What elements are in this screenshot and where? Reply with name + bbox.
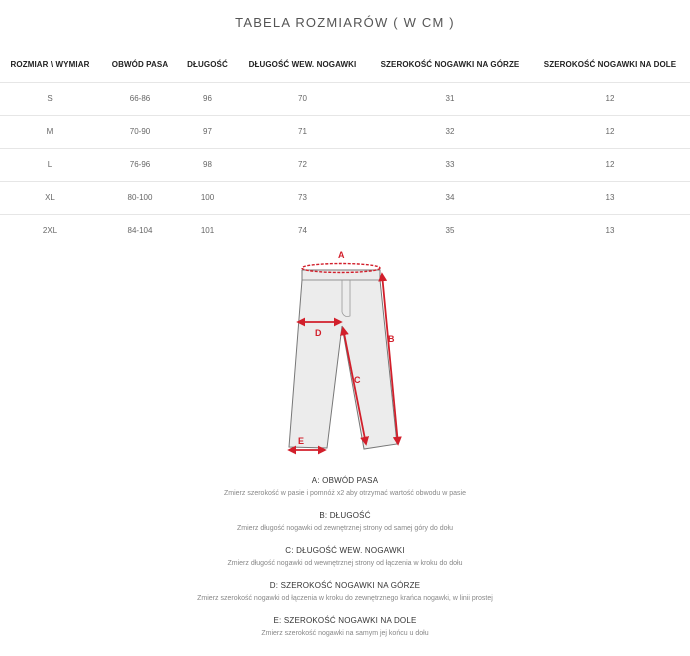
column-header-inseam: DŁUGOŚĆ WEW. NOGAWKI xyxy=(248,60,357,70)
legend-item-b xyxy=(0,509,690,544)
legend-title: D: SZEROKOŚĆ NOGAWKI NA GÓRZE xyxy=(269,581,421,590)
legend-description: Zmierz szerokość nogawki od łączenia w kroku do zewnętrznego krańca nogawki, w linii prostej xyxy=(197,595,493,602)
legend-title: A: OBWÓD PASA xyxy=(311,476,379,485)
table-cell: 72 xyxy=(235,148,370,181)
trousers-outline xyxy=(289,270,397,449)
legend-title: C: DŁUGOŚĆ WEW. NOGAWKI xyxy=(285,546,405,555)
table-cell: 73 xyxy=(235,181,370,214)
table-header-row xyxy=(0,48,690,82)
table-cell: 74 xyxy=(235,214,370,247)
table-cell: 101 xyxy=(180,214,235,247)
table-cell: 12 xyxy=(530,115,690,148)
table-cell: 13 xyxy=(530,181,690,214)
trousers-diagram xyxy=(280,246,410,458)
table-cell: 76-96 xyxy=(100,148,180,181)
table-cell: 96 xyxy=(180,82,235,115)
table-cell: 98 xyxy=(180,148,235,181)
table-cell: 13 xyxy=(530,214,690,247)
table-cell: 71 xyxy=(235,115,370,148)
table-cell: 66-86 xyxy=(100,82,180,115)
label-e: E xyxy=(298,436,305,446)
table-cell: 31 xyxy=(370,82,530,115)
column-header-bottom-width: SZEROKOŚĆ NOGAWKI NA DOLE xyxy=(543,60,677,70)
label-d: D xyxy=(315,328,322,338)
table-cell: 70-90 xyxy=(100,115,180,148)
legend-title: B: DŁUGOŚĆ xyxy=(319,511,371,520)
table-cell: 12 xyxy=(530,82,690,115)
table-cell: 34 xyxy=(370,181,530,214)
measurement-legend xyxy=(0,474,690,649)
table-row xyxy=(0,82,690,115)
table-cell: 97 xyxy=(180,115,235,148)
label-b: B xyxy=(388,334,395,344)
label-c: C xyxy=(354,375,361,385)
legend-title: E: SZEROKOŚĆ NOGAWKI NA DOLE xyxy=(273,616,417,625)
table-cell: 12 xyxy=(530,148,690,181)
label-a: A xyxy=(338,250,345,260)
table-cell: 84-104 xyxy=(100,214,180,247)
table-cell: M xyxy=(0,115,100,148)
table-row xyxy=(0,181,690,214)
table-cell: 70 xyxy=(235,82,370,115)
table-cell: S xyxy=(0,82,100,115)
table-cell: 33 xyxy=(370,148,530,181)
column-header-waist: OBWÓD PASA xyxy=(111,60,169,70)
table-row xyxy=(0,148,690,181)
page-title: TABELA ROZMIARÓW ( W CM ) xyxy=(235,15,455,30)
table-cell: XL xyxy=(0,181,100,214)
column-header-length: DŁUGOŚĆ xyxy=(187,60,228,70)
legend-description: Zmierz długość nogawki od zewnętrznej strony od samej góry do dołu xyxy=(237,525,453,532)
size-table xyxy=(0,48,690,247)
column-header-top-width: SZEROKOŚĆ NOGAWKI NA GÓRZE xyxy=(380,60,520,70)
legend-item-a xyxy=(0,474,690,509)
legend-description: Zmierz szerokość nogawki na samym jej końcu u dołu xyxy=(261,630,429,637)
table-cell: 2XL xyxy=(0,214,100,247)
legend-item-c xyxy=(0,544,690,579)
table-row xyxy=(0,214,690,247)
table-cell: L xyxy=(0,148,100,181)
column-header-size: ROZMIAR \ WYMIAR xyxy=(10,60,90,70)
table-cell: 35 xyxy=(370,214,530,247)
legend-description: Zmierz długość nogawki od wewnętrznej strony od łączenia w kroku do dołu xyxy=(227,560,463,567)
legend-description: Zmierz szerokość w pasie i pomnóż x2 aby otrzymać wartość obwodu w pasie xyxy=(224,490,466,497)
table-row xyxy=(0,115,690,148)
table-cell: 100 xyxy=(180,181,235,214)
legend-item-d xyxy=(0,579,690,614)
legend-item-e xyxy=(0,614,690,649)
table-cell: 32 xyxy=(370,115,530,148)
table-cell: 80-100 xyxy=(100,181,180,214)
